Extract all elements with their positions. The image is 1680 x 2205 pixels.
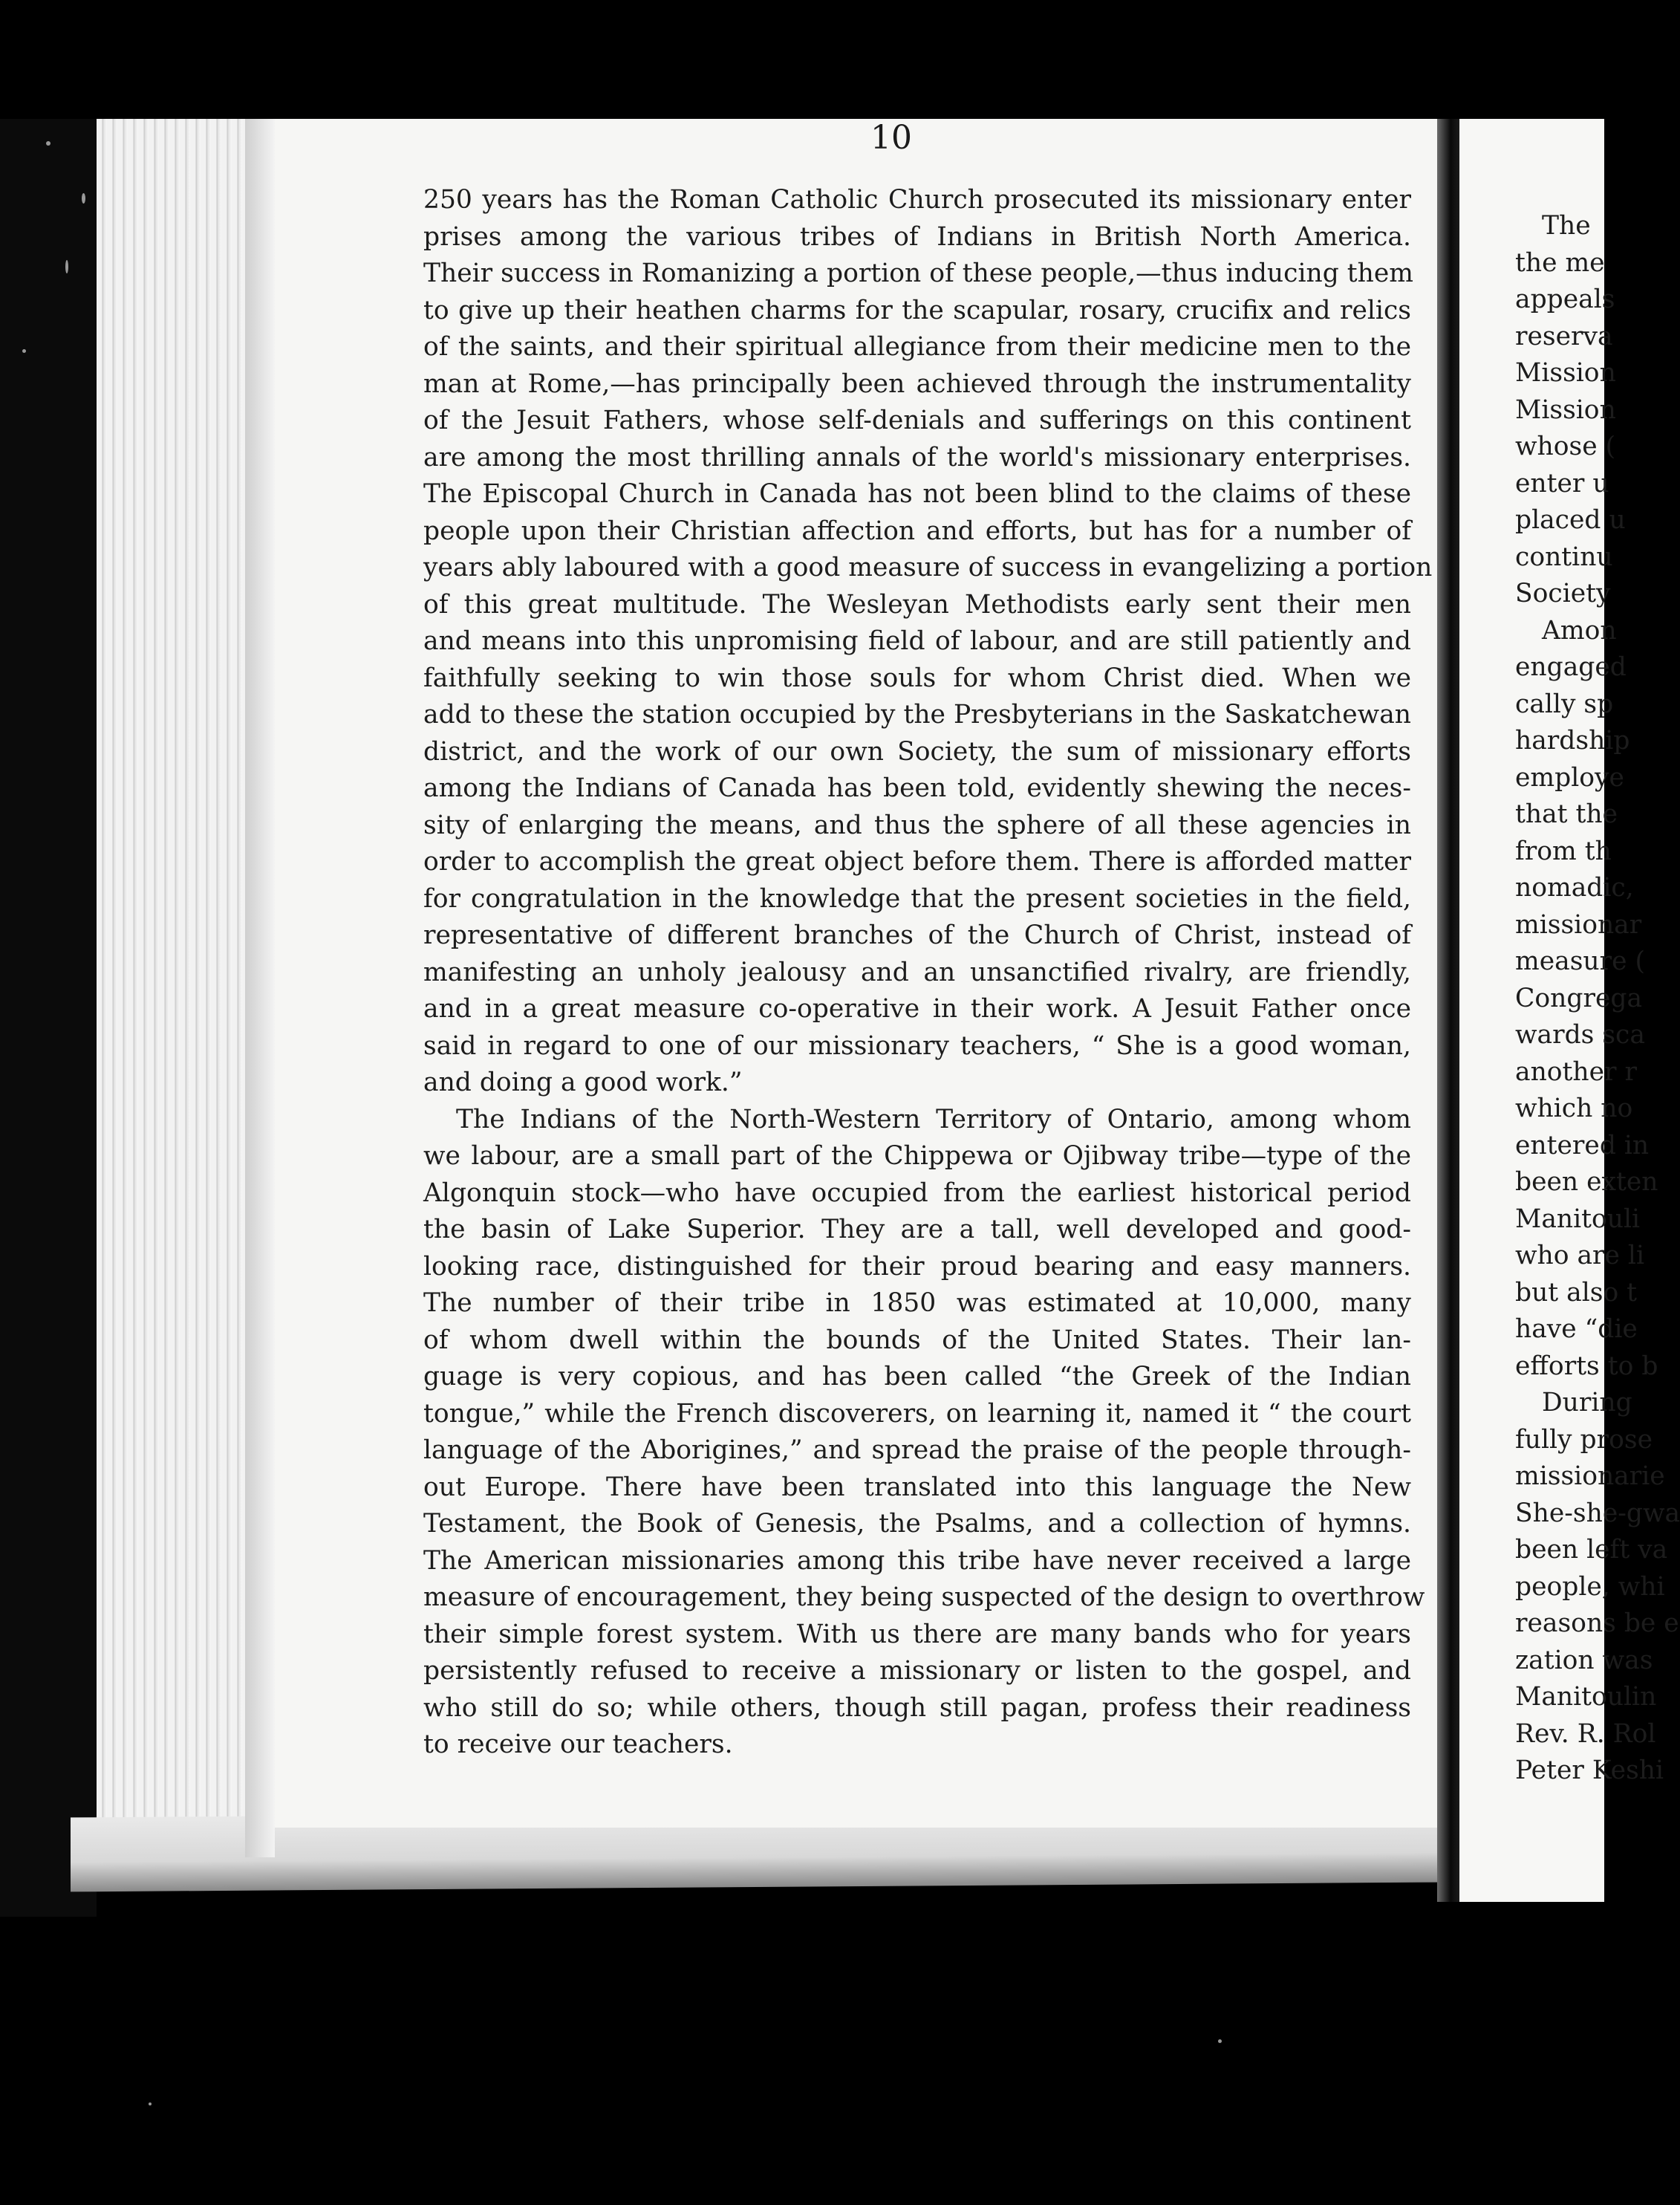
text-line: their simple forest system. With us there are many bands who for years — [423, 1619, 1411, 1649]
right-text-line: fully prose — [1515, 1424, 1653, 1455]
book-gutter — [1437, 119, 1459, 1902]
right-text-line: employe — [1515, 762, 1624, 793]
scan-speck — [46, 141, 51, 146]
text-line: who still do so; while others, though still pagan, profess their readiness — [423, 1692, 1411, 1723]
text-line: out Europe. There have been translated into this language the New — [423, 1472, 1411, 1502]
right-text-line: Mission — [1515, 394, 1616, 425]
right-text-line: Mission — [1515, 358, 1616, 388]
right-text-line: the me — [1515, 247, 1605, 278]
scan-speck — [65, 260, 68, 273]
text-line: and means into this unpromising field of labour, and are still patiently and — [423, 626, 1411, 656]
text-line: of whom dwell within the bounds of the United States. Their lan- — [423, 1325, 1411, 1355]
right-text-line: The — [1542, 211, 1591, 241]
right-text-line: Manitouli — [1515, 1204, 1641, 1234]
right-text-line: efforts to b — [1515, 1351, 1658, 1381]
text-line: faithfully seeking to win those souls for whom Christ died. When we — [423, 663, 1411, 693]
text-line: add to these the station occupied by the Presbyterians in the Saskatchewan — [423, 700, 1411, 730]
text-line: 250 years has the Roman Catholic Church prosecuted its missionary enter — [423, 185, 1411, 215]
text-line: the basin of Lake Superior. They are a tall, well developed and good- — [423, 1215, 1411, 1244]
right-text-line: She-she-gwa — [1515, 1498, 1680, 1528]
text-line: language of the Aborigines,” and spread the praise of the people through- — [423, 1435, 1411, 1465]
text-line: of the saints, and their spiritual allegiance from their medicine men to the — [423, 332, 1411, 362]
text-line: looking race, distinguished for their proud bearing and easy manners. — [423, 1251, 1411, 1282]
text-line: of the Jesuit Fathers, whose self-denials and sufferings on this continent — [423, 406, 1411, 435]
scan-bottom-border — [0, 1917, 1604, 2205]
stacked-page-edges — [97, 119, 267, 1857]
right-text-line: Congrega — [1515, 983, 1643, 1013]
scan-speck — [149, 2102, 152, 2105]
right-text-line: reserva — [1515, 321, 1613, 351]
right-text-line: measure ( — [1515, 946, 1645, 976]
right-text-line: been exten — [1515, 1167, 1658, 1197]
scan-speck — [1218, 2039, 1222, 2043]
scan-speck — [22, 349, 26, 353]
text-line: for congratulation in the knowledge that the present societies in the field, — [423, 883, 1411, 914]
right-text-line: Society — [1515, 579, 1611, 608]
right-text-line: hardship — [1515, 726, 1630, 756]
text-line: to give up their heathen charms for the scapular, rosary, crucifix and relics — [423, 295, 1411, 325]
text-line: district, and the work of our own Society, the sum of missionary efforts — [423, 736, 1411, 767]
text-line: and doing a good work.” — [423, 1068, 743, 1097]
right-text-line: from th — [1515, 836, 1612, 866]
text-line: are among the most thrilling annals of the world's missionary enterprises. — [423, 442, 1411, 472]
text-line: measure of encouragement, they being suspected of the design to overthrow — [423, 1582, 1425, 1612]
text-line: of this great multitude. The Wesleyan Methodists early sent their men — [423, 589, 1411, 620]
right-text-line: entered in — [1515, 1130, 1650, 1160]
text-line: The Indians of the North-Western Territory of Ontario, among whom — [456, 1104, 1411, 1134]
right-text-line: been left va — [1515, 1535, 1668, 1565]
right-text-line: which no — [1515, 1094, 1633, 1123]
right-text-line: Manitoulin — [1515, 1682, 1657, 1712]
text-line: Testament, the Book of Genesis, the Psalms, and a collection of hymns. — [423, 1509, 1411, 1539]
text-line: representative of different branches of the Church of Christ, instead of — [423, 920, 1411, 950]
right-text-line: During — [1542, 1388, 1632, 1418]
text-line: people upon their Christian affection and efforts, but has for a number of — [423, 516, 1411, 546]
right-text-line: who are li — [1515, 1241, 1644, 1270]
right-text-line: missionar — [1515, 909, 1642, 940]
scan-speck — [82, 193, 85, 204]
right-text-line: another r — [1515, 1056, 1638, 1087]
text-line: Algonquin stock—who have occupied from the earliest historical period — [423, 1178, 1411, 1208]
right-text-line: continu — [1515, 542, 1613, 572]
scan-left-border — [0, 119, 97, 1917]
page-number: 10 — [870, 119, 912, 157]
right-text-line: have “die — [1515, 1314, 1638, 1344]
text-line: persistently refused to receive a missionary or listen to the gospel, and — [423, 1656, 1411, 1686]
right-text-line: enter u — [1515, 468, 1609, 499]
text-line: The Episcopal Church in Canada has not been blind to the claims of these — [423, 479, 1411, 509]
text-line: we labour, are a small part of the Chippewa or Ojibway tribe—type of the — [423, 1141, 1411, 1171]
text-line: The American missionaries among this tribe have never received a large — [423, 1545, 1411, 1576]
text-line: sity of enlarging the means, and thus the sphere of all these agencies in — [423, 810, 1411, 840]
right-text-line: reasons be e — [1515, 1608, 1679, 1638]
text-line: manifesting an unholy jealousy and an unsanctified rivalry, are friendly, — [423, 957, 1411, 987]
text-line: among the Indians of Canada has been told, evidently shewing the neces- — [423, 773, 1411, 803]
text-line: said in regard to one of our missionary teachers, “ She is a good woman, — [423, 1030, 1411, 1061]
text-line: years ably laboured with a good measure of success in evangelizing a portion — [423, 553, 1433, 582]
right-text-line: Rev. R. Rol — [1515, 1718, 1656, 1749]
right-text-line: whose ( — [1515, 432, 1616, 461]
left-page-text — [423, 182, 1433, 1764]
text-line: man at Rome,—has principally been achieved through the instrumentality — [423, 368, 1411, 399]
right-text-line: Amon — [1542, 615, 1617, 646]
text-line: guage is very copious, and has been called “the Greek of the Indian — [423, 1362, 1411, 1391]
text-line: The number of their tribe in 1850 was estimated at 10,000, many — [423, 1288, 1411, 1318]
right-text-line: cally sp — [1515, 689, 1614, 719]
text-line: tongue,” while the French discoverers, on learning it, named it “ the court — [423, 1398, 1411, 1429]
text-line: Their success in Romanizing a portion of these people,—thus inducing them — [423, 259, 1413, 288]
right-text-line: but also t — [1515, 1277, 1638, 1308]
right-text-line: zation was — [1515, 1645, 1653, 1675]
right-text-line: appeals — [1515, 285, 1615, 314]
text-line: and in a great measure co-operative in their work. A Jesuit Father once — [423, 994, 1411, 1024]
text-line: prises among the various tribes of Indians in British North America. — [423, 221, 1411, 252]
right-text-line: that the — [1515, 799, 1618, 829]
right-text-line: nomadic, — [1515, 873, 1634, 903]
text-line: to receive our teachers. — [423, 1730, 733, 1759]
right-text-line: missionarie — [1515, 1461, 1665, 1491]
page-fringe-shadow — [245, 119, 275, 1857]
right-text-line: engaged — [1515, 652, 1627, 682]
right-text-line: Peter Keshi — [1515, 1756, 1664, 1785]
scan-top-border — [0, 0, 1604, 119]
text-line: order to accomplish the great object before them. There is afforded matter — [423, 847, 1411, 877]
right-text-line: wards sca — [1515, 1020, 1645, 1050]
right-page-text — [1515, 208, 1680, 1790]
right-text-line: placed u — [1515, 505, 1626, 535]
right-text-line: people, whi — [1515, 1571, 1665, 1602]
